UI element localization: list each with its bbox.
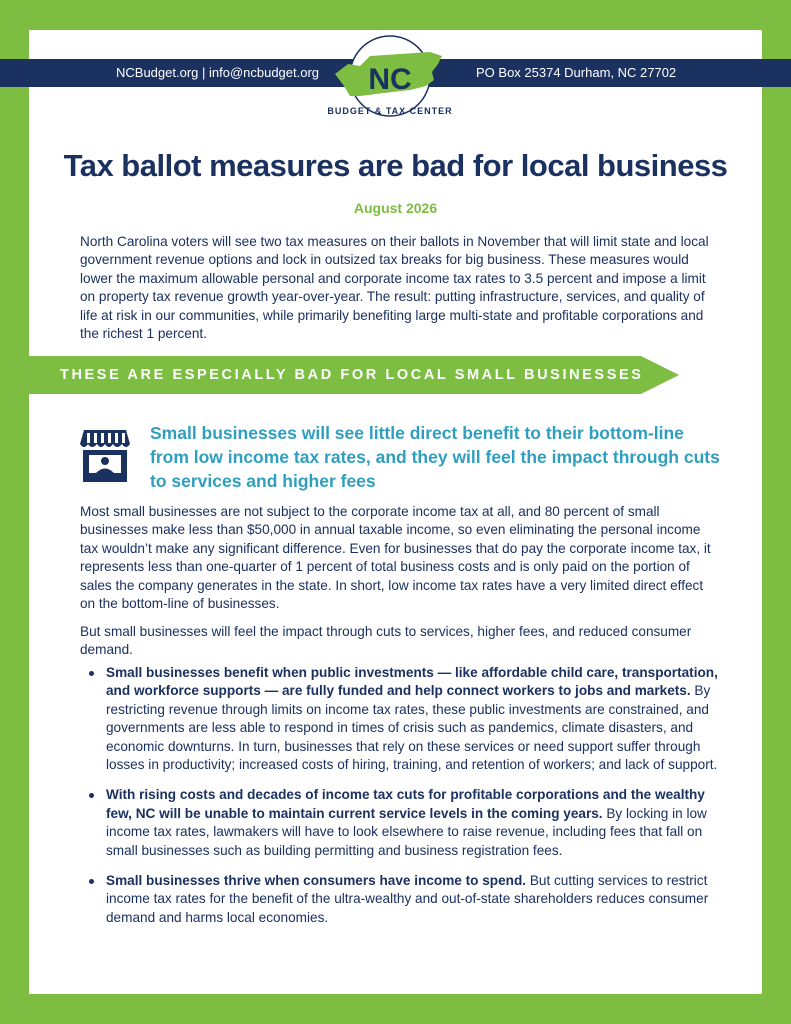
section-heading: Small businesses will see little direct benefit to their bottom-line from low income tax rates, and they will feel the impact through cuts to services and higher fees [150,423,720,491]
bullet-list [80,664,720,939]
bullet-item [80,664,720,774]
section-paragraph-1: Most small businesses are not subject to the corporate income tax at all, and 80 percent of small businesses make less than $50,000 in annual taxable income, so even eliminating the personal income tax wouldn’t make any significant difference. Even for businesses that do pay the corporate income tax, it represents less than one-quarter of 1 percent of total business costs and is only paid on the portion of sales the company generates in the state. In short, low income tax rates have a very limited direct effect on the bottom-line of businesses. [80,504,711,612]
bullet-lead: Small businesses thrive when consumers have income to spend. [106,873,527,889]
bullet-text: By locking in low income tax rates, lawmakers will have to look elsewhere to raise revenue, including fees that fall on small businesses such as building permitting and business registration fees. [106,805,707,858]
bullet-dot [89,879,94,884]
bullet-dot [89,793,94,798]
contact-web-email: NCBudget.org | info@ncbudget.org [116,65,320,80]
section-paragraph-2: But small businesses will feel the impact through cuts to services, higher fees, and reduced consumer demand. [80,624,692,658]
bullet-lead: With rising costs and decades of income tax cuts for profitable corporations and the wealthy few, NC will be unable to maintain current service levels in the coming years. [106,787,705,821]
bullet-lead: Small businesses benefit when public investments — like affordable child care, transportation, and workforce supports — are fully funded and help connect workers to jobs and markets. [106,665,718,699]
logo-mark: NC [368,63,412,96]
bullet-text: By restricting revenue through limits on income tax rates, these public investments are constrained, and governments are less able to respond in times of crisis such as pandemics, climate disasters, and economic downturns. In turn, businesses that rely on these services or need support suffer through losses in productivity; increased costs of hiring, training, and retention of workers; and lack of support. [106,683,718,773]
page-title: Tax ballot measures are bad for local business [63,148,728,183]
publish-date: August 2026 [353,200,438,216]
contact-address: PO Box 25374 Durham, NC 27702 [476,65,677,80]
bullet-item [80,786,720,860]
bullet-text: But cutting services to restrict income tax rates for the benefit of the ultra-wealthy and out-of-state shareholders reduces consumer demand and harms local economies. [106,873,709,925]
banner-label: THESE ARE ESPECIALLY BAD FOR LOCAL SMALL BUSINESSES [60,367,644,383]
bullet-item [80,872,720,927]
storefront-icon [80,426,130,484]
bullet-dot [89,671,94,676]
logo-subtitle: BUDGET & TAX CENTER [327,106,453,116]
intro-paragraph: North Carolina voters will see two tax measures on their ballots in November that will limit state and local government revenue options and lock in outsized tax breaks for big business. These measures would lower the maximum allowable personal and corporate income tax rates to 3.5 percent and impose a limit on property tax revenue growth year-over-year. The result: putting infrastructure, services, and quality of life at risk in our communities, while primarily benefiting large multi-state and profitable corporations and the richest 1 percent. [80,234,709,342]
